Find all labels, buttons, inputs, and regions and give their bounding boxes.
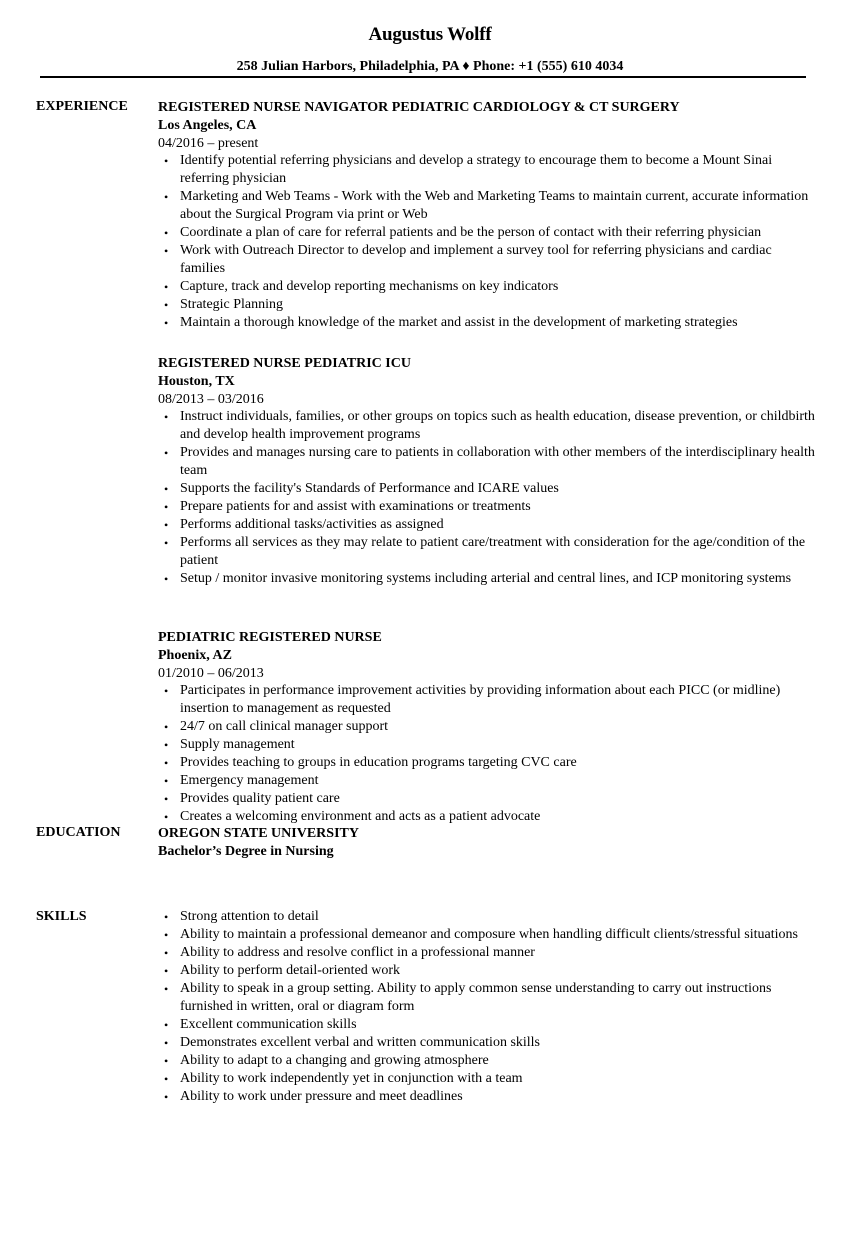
skill-item: • Demonstrates excellent verbal and written communication skills [158, 1034, 818, 1052]
skill-item: • Ability to adapt to a changing and growing atmosphere [158, 1052, 818, 1070]
job-dates: 08/2013 – 03/2016 [158, 392, 264, 407]
bullet-item: • Creates a welcoming environment and acts as a patient advocate [158, 808, 818, 826]
header-divider [40, 76, 806, 78]
skills-section-label: SKILLS [36, 909, 87, 924]
bullet-item: • Coordinate a plan of care for referral patients and be the person of contact with their referring physician [158, 224, 818, 242]
bullet-item: • Provides teaching to groups in education programs targeting CVC care [158, 754, 818, 772]
experience-section-label: EXPERIENCE [36, 99, 128, 114]
skill-item: • Excellent communication skills [158, 1016, 818, 1034]
job-bullets [158, 682, 818, 826]
job-location: Los Angeles, CA [158, 118, 257, 133]
bullet-item: • 24/7 on call clinical manager support [158, 718, 818, 736]
bullet-item: • Supports the facility's Standards of Performance and ICARE values [158, 480, 818, 498]
school-name: OREGON STATE UNIVERSITY [158, 826, 359, 841]
job-location: Phoenix, AZ [158, 648, 232, 663]
bullet-item: • Provides quality patient care [158, 790, 818, 808]
bullet-item: • Maintain a thorough knowledge of the market and assist in the development of marketing strategies [158, 314, 818, 332]
education-entry [158, 825, 818, 861]
bullet-item: • Prepare patients for and assist with examinations or treatments [158, 498, 818, 516]
job-title: REGISTERED NURSE PEDIATRIC ICU [158, 356, 411, 371]
degree: Bachelor’s Degree in Nursing [158, 844, 334, 859]
candidate-name: Augustus Wolff [368, 24, 492, 45]
bullet-item: • Emergency management [158, 772, 818, 790]
job-title: REGISTERED NURSE NAVIGATOR PEDIATRIC CARDIOLOGY & CT SURGERY [158, 100, 680, 115]
job-title: PEDIATRIC REGISTERED NURSE [158, 630, 382, 645]
job-dates: 04/2016 – present [158, 136, 259, 151]
bullet-item: • Marketing and Web Teams - Work with the Web and Marketing Teams to maintain current, accurate information about the Surgical Program via print or Web [158, 188, 818, 224]
skill-item: • Strong attention to detail [158, 908, 818, 926]
skill-item: • Ability to speak in a group setting. Ability to apply common sense understanding to carry out instructions furnished in written, oral or diagram form [158, 980, 818, 1016]
bullet-item: • Capture, track and develop reporting mechanisms on key indicators [158, 278, 818, 296]
skill-item: • Ability to perform detail-oriented work [158, 962, 818, 980]
skill-item: • Ability to work under pressure and meet deadlines [158, 1088, 818, 1106]
bullet-item: • Supply management [158, 736, 818, 754]
bullet-item: • Performs additional tasks/activities as assigned [158, 516, 818, 534]
contact-line: 258 Julian Harbors, Philadelphia, PA ♦ Phone: +1 (555) 610 4034 [236, 59, 624, 74]
skill-item: • Ability to work independently yet in conjunction with a team [158, 1070, 818, 1088]
job-entry [158, 629, 818, 826]
skills-list [158, 908, 818, 1106]
bullet-item: • Participates in performance improvement activities by providing information about each PICC (or midline) insertion to management as requested [158, 682, 818, 718]
skill-item: • Ability to maintain a professional demeanor and composure when handling difficult clients/stressful situations [158, 926, 818, 944]
bullet-item: • Strategic Planning [158, 296, 818, 314]
skill-item: • Ability to address and resolve conflict in a professional manner [158, 944, 818, 962]
bullet-item: • Identify potential referring physicians and develop a strategy to encourage them to become a Mount Sinai referring physician [158, 152, 818, 188]
job-bullets [158, 408, 818, 588]
bullet-item: • Work with Outreach Director to develop and implement a survey tool for referring physicians and cardiac families [158, 242, 818, 278]
bullet-item: • Setup / monitor invasive monitoring systems including arterial and central lines, and ICP monitoring systems [158, 570, 818, 588]
skills-bullets [158, 908, 818, 1106]
job-dates: 01/2010 – 06/2013 [158, 666, 264, 681]
job-entry [158, 99, 818, 332]
job-bullets [158, 152, 818, 332]
job-entry [158, 355, 818, 588]
bullet-item: • Instruct individuals, families, or other groups on topics such as health education, disease prevention, or childbirth and develop health improvement programs [158, 408, 818, 444]
education-section-label: EDUCATION [36, 825, 121, 840]
bullet-item: • Performs all services as they may relate to patient care/treatment with consideration for the age/condition of the patient [158, 534, 818, 570]
job-location: Houston, TX [158, 374, 235, 389]
bullet-item: • Provides and manages nursing care to patients in collaboration with other members of the interdisciplinary health team [158, 444, 818, 480]
